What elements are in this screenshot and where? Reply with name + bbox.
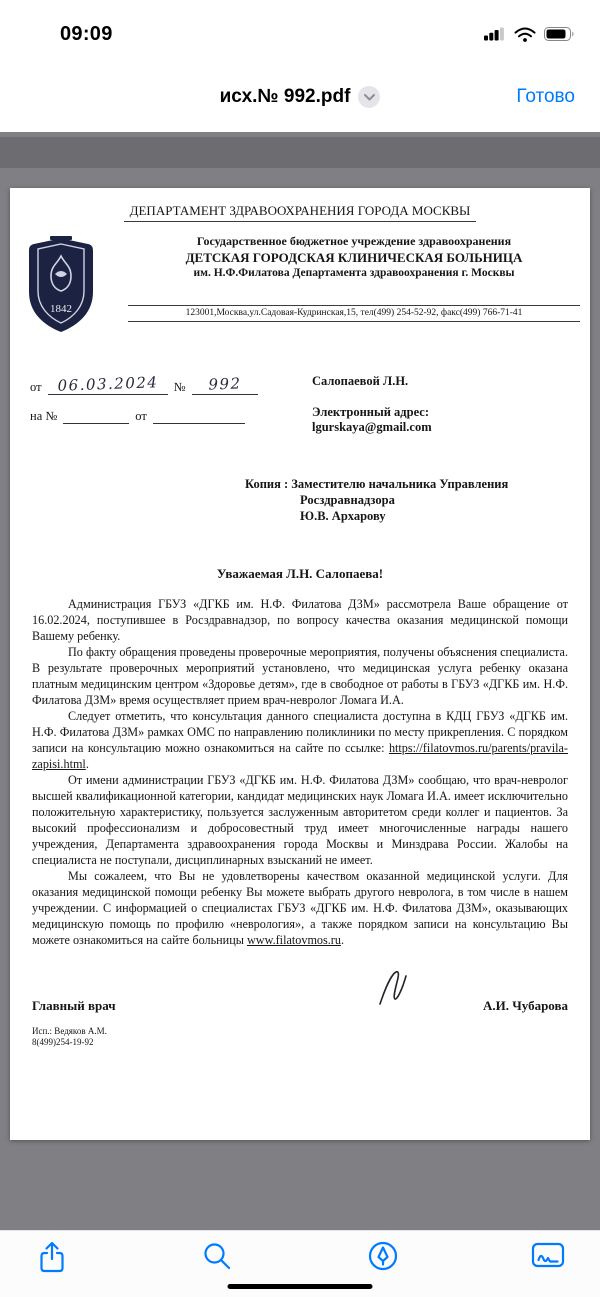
document-scroll-area[interactable] <box>0 132 600 1230</box>
copy-line: Копия : Заместителю начальника Управления <box>245 477 509 491</box>
hospital-emblem-logo <box>24 234 98 334</box>
status-time: 09:09 <box>60 22 113 45</box>
paragraph-text: От имени администрации ГБУЗ «ДГКБ им. Н.Ф. Филатова ДЗМ» сообщаю, что врач-невролог высшей квалификационной категории, кандидат медицинских наук Ломага И.А. имеет исключительно положительную характеристику, пользуется заслуженным авторитетом среди коллег и пациентов. За высокий профессионализм и добросовестный труд имеет многочисленные награды нашего учреждения, Департамента здравоохранения города Москвы и Минздрава России. Жалобы на специалиста не поступали, дисциплинарных взысканий не имеет. <box>32 773 568 867</box>
status-bar <box>0 0 600 62</box>
reply-from-label: от <box>135 409 147 423</box>
salutation: Уважаемая Л.Н. Салопаева! <box>216 566 384 581</box>
outgoing-number-field <box>192 374 258 395</box>
home-indicator[interactable] <box>228 1284 373 1289</box>
done-button[interactable]: Готово <box>516 86 575 107</box>
share-button[interactable] <box>30 1240 74 1284</box>
reply-date-field <box>153 410 245 424</box>
document-link[interactable]: www.filatovmos.ru <box>246 933 341 947</box>
org-address: 123001,Москва,ул.Садовая-Кудринская,15, тел(499) 254-52-92, факс(499) 766-71-41 <box>185 308 523 318</box>
paragraph-text: По факту обращения проведены проверочные мероприятия, получены объяснения специалиста. В результате проверочных мероприятий установлено, что медицинская услуга ребенку оказана платным медицинским центром «Здоровье детям», где в свободное от работы в ГБУЗ «ДГКБ им. Н.Ф. Филатова ДЗМ» время осуществляет прием врач-невролог Ломага И.А. <box>32 645 568 707</box>
executor-name: Исп.: Ведяков А.М. <box>32 1026 107 1036</box>
addressee-email: lgurskaya@gmail.com <box>312 420 432 435</box>
handwritten-date: 06.03.2024 <box>56 373 159 395</box>
nav-bar <box>0 62 600 132</box>
document-link[interactable]: https://filatovmos.ru/parents/pravila-zapisi.html <box>32 741 568 771</box>
title-menu-button[interactable] <box>358 86 380 108</box>
paragraph-text: . <box>340 933 345 947</box>
addressee-block <box>312 374 432 436</box>
org-name: ДЕТСКАЯ ГОРОДСКАЯ КЛИНИЧЕСКАЯ БОЛЬНИЦА <box>185 250 523 265</box>
paragraph-text: Мы сожалеем, что Вы не удовлетворены качеством оказанной медицинской услуги. Для оказания медицинской помощи ребенку Вы можете выбрать другого невролога, в том числе в нашем учреждении. С информацией о специалистах ГБУЗ «ДГКБ им. Н.Ф. Филатова ДЗМ», оказывающих медицинскую помощь по профилю «неврология», а также порядком записи на консультацию Вы можете ознакомиться на сайте больницы <box>32 869 568 947</box>
paragraph-text: Следует отметить, что консультация данного специалиста доступна в КДЦ ГБУЗ «ДГКБ им. Н.Ф. Филатова ДЗМ» рамках ОМС по направлению поликлиники по месту прикрепления. С порядком записи на консультацию можно ознакомиться на сайте по ссылке: <box>32 709 568 755</box>
signer-title: Главный врач <box>32 998 116 1013</box>
organization-block <box>128 234 580 322</box>
svg-text:1842: 1842 <box>50 303 72 315</box>
signature-row <box>32 998 568 1014</box>
paragraph-text: Администрация ГБУЗ «ДГКБ им. Н.Ф. Филатова ДЗМ» рассмотрела Ваше обращение от 16.02.2024, поступившее в Росздравнадзор, по вопросу качества оказания медицинской помощи Вашему ребенку. <box>32 597 568 643</box>
paragraph <box>32 868 568 948</box>
paragraph <box>32 596 568 644</box>
search-button[interactable] <box>195 1240 239 1284</box>
chevron-down-icon <box>364 94 375 101</box>
addressee-name: Салопаевой Л.Н. <box>312 374 409 388</box>
letterhead <box>10 234 590 364</box>
reply-label: на № <box>30 409 58 423</box>
paragraph <box>32 772 568 868</box>
wifi-icon <box>514 27 536 42</box>
paragraph <box>32 708 568 772</box>
handwritten-number: 992 <box>207 374 242 394</box>
number-sign: № <box>173 380 186 394</box>
department-header: ДЕПАРТАМЕНТ ЗДРАВООХРАНЕНИЯ ГОРОДА МОСКВЫ <box>10 188 590 222</box>
org-subname: им. Н.Ф.Филатова Департамента здравоохранения г. Москвы <box>193 267 515 279</box>
document-title: исх.№ 992.pdf <box>219 86 351 107</box>
signature-button[interactable] <box>526 1240 570 1284</box>
paragraph-text: . <box>85 757 89 771</box>
search-icon <box>201 1240 233 1272</box>
letter-body <box>32 596 568 948</box>
battery-icon <box>544 27 575 41</box>
markup-button[interactable] <box>361 1240 405 1284</box>
copy-line: Росздравнадзора <box>300 493 395 507</box>
share-icon <box>37 1240 67 1274</box>
reference-block <box>30 373 590 440</box>
reply-number-field <box>63 410 129 424</box>
executor-phone: 8(499)254-19-92 <box>32 1037 94 1047</box>
status-icons <box>484 27 575 42</box>
rule-line <box>128 321 580 322</box>
from-label: от <box>30 380 42 394</box>
page-edge-strip <box>0 137 600 168</box>
copy-recipient-block <box>245 476 590 524</box>
email-label: Электронный адрес: <box>312 404 429 419</box>
markup-icon <box>367 1240 399 1272</box>
outgoing-date-field <box>48 373 168 395</box>
handwritten-signature <box>372 966 432 1010</box>
signature-icon <box>531 1240 565 1270</box>
pdf-page <box>10 188 590 1140</box>
org-type: Государственное бюджетное учреждение здравоохранения <box>196 234 512 248</box>
paragraph <box>32 644 568 708</box>
copy-line: Ю.В. Архарову <box>300 509 386 523</box>
executor-block <box>32 1026 568 1048</box>
cellular-signal-icon <box>484 27 506 41</box>
signer-name: А.И. Чубарова <box>482 998 568 1013</box>
